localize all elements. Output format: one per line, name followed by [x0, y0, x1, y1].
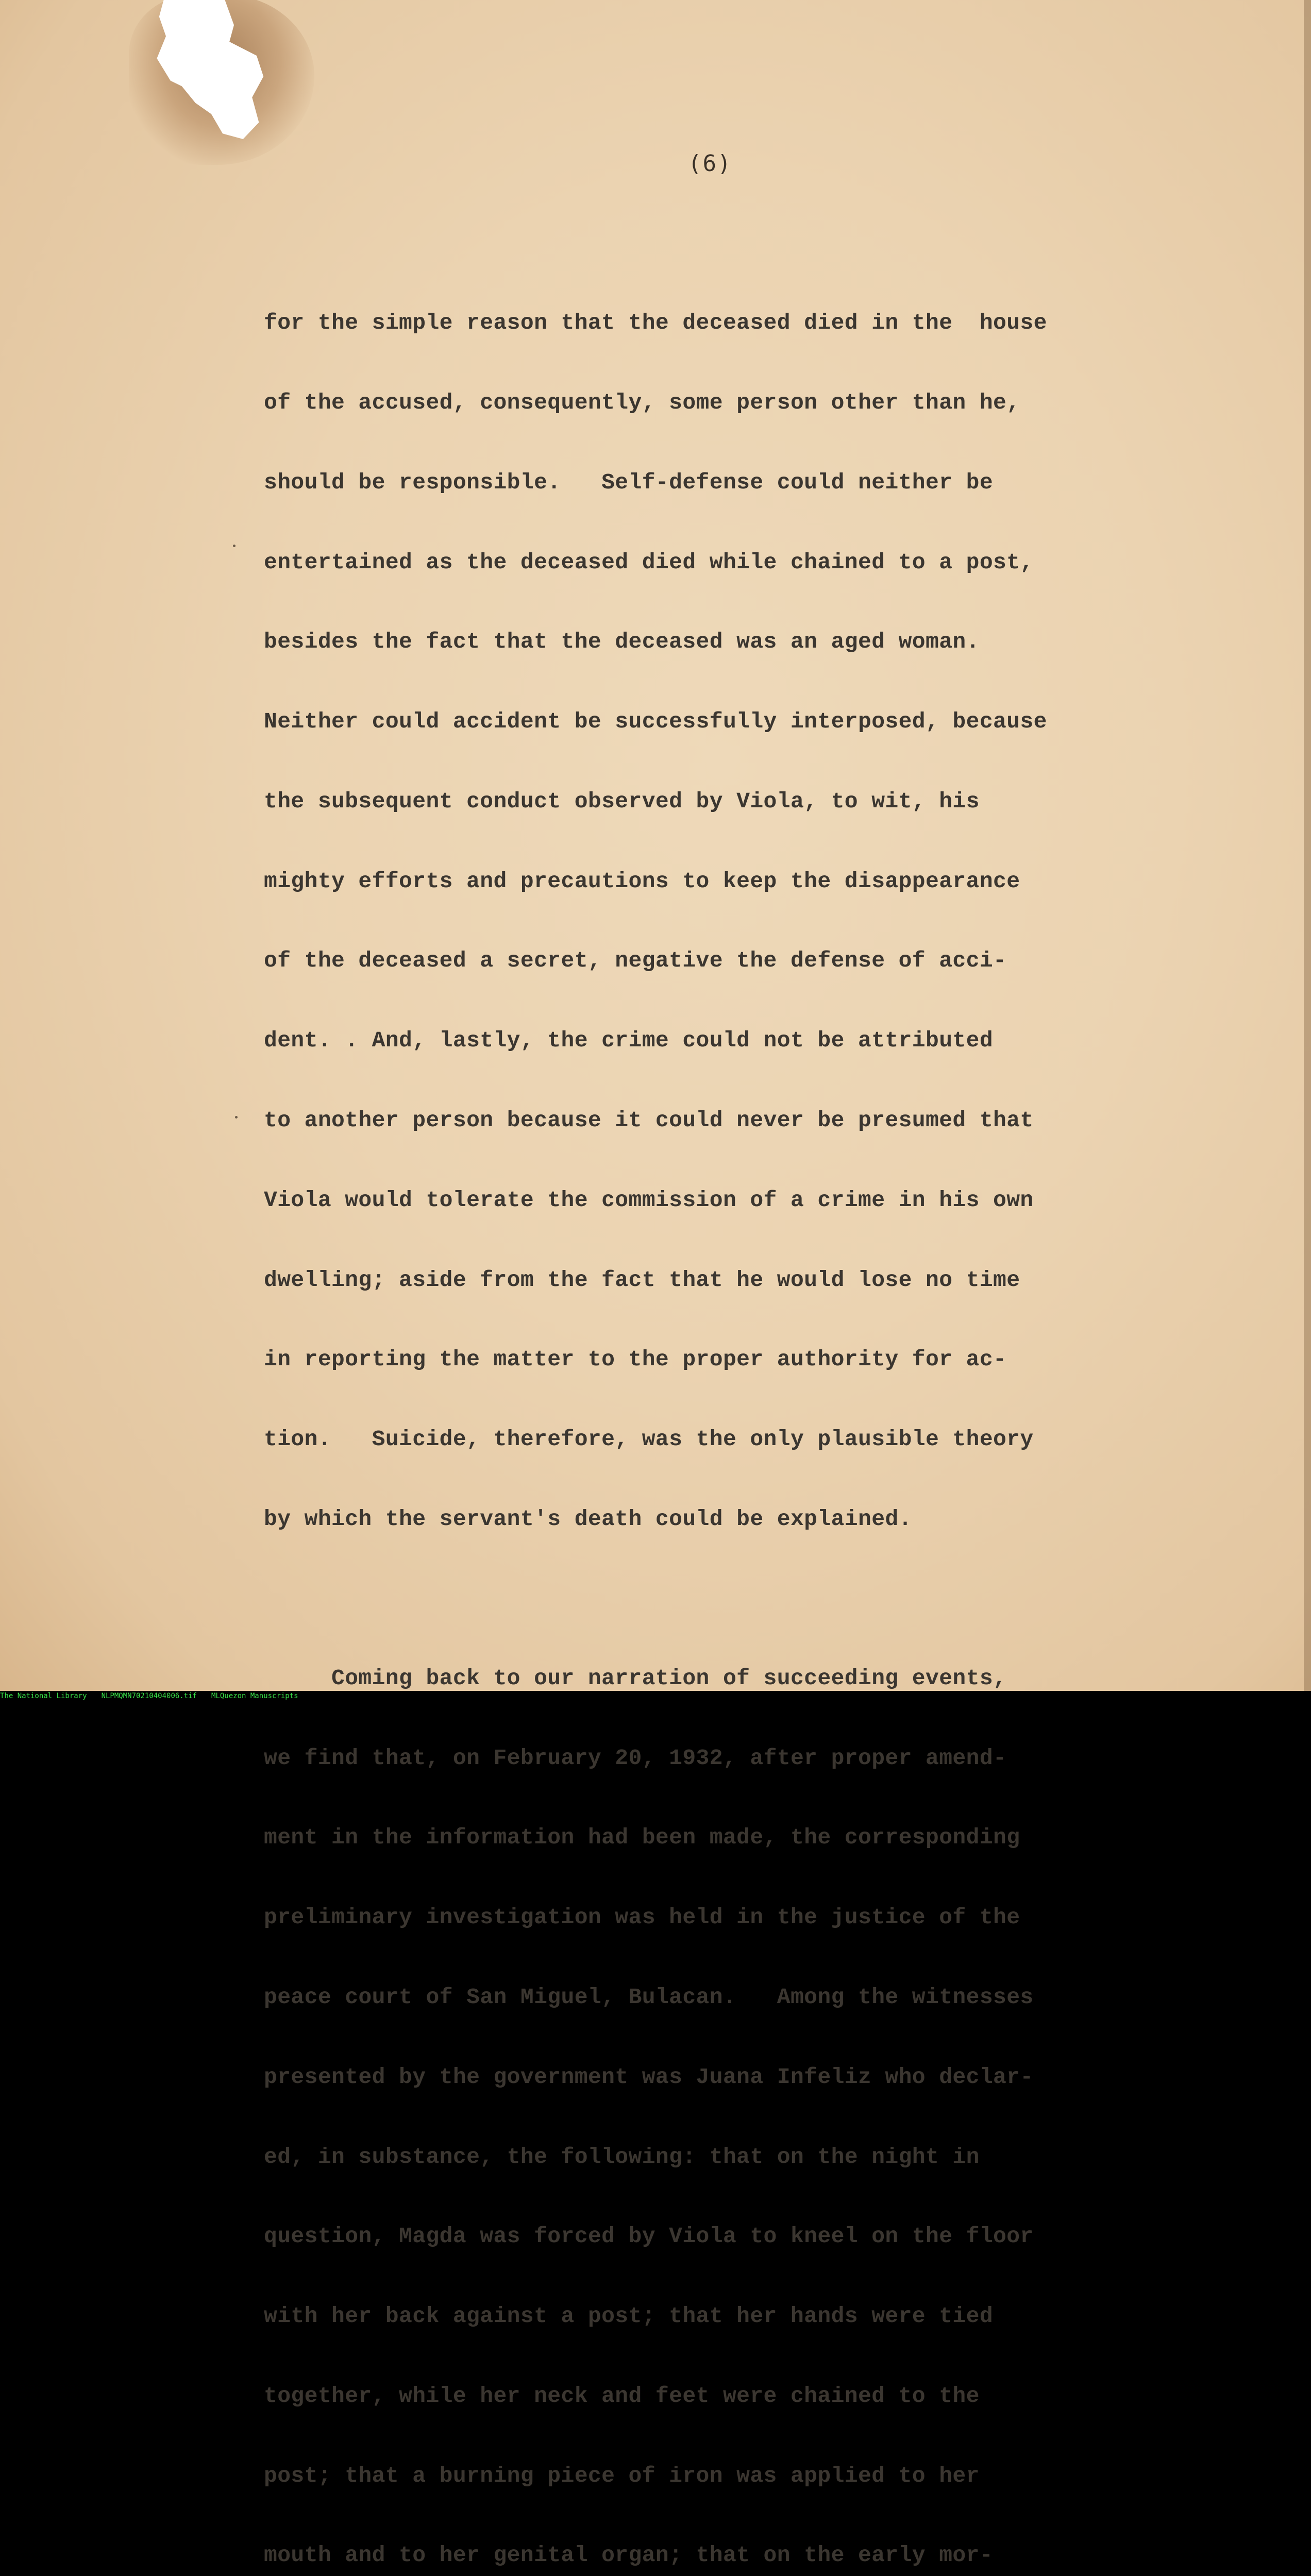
paper-speck [235, 1116, 238, 1118]
text-line: besides the fact that the deceased was an aged woman. [264, 629, 980, 655]
body-text [264, 257, 1171, 2576]
text-line: Coming back to our narration of succeeding events, [264, 1665, 1007, 1691]
paragraph-1 [264, 257, 1171, 1586]
text-line: Viola would tolerate the commission of a crime in his own [264, 1187, 1034, 1213]
text-line: ment in the information had been made, the corresponding [264, 1825, 1020, 1851]
text-line: for the simple reason that the deceased died in the house [264, 310, 1047, 336]
paragraph-2 [264, 1612, 1171, 2576]
text-line: post; that a burning piece of iron was applied to her [264, 2463, 980, 2488]
text-line: mouth and to her genital organ; that on the early mor- [264, 2543, 994, 2568]
text-line: the subsequent conduct observed by Viola, to wit, his [264, 788, 980, 814]
text-line: to another person because it could never be presumed that [264, 1108, 1034, 1133]
footer-collection: MLQuezon Manuscripts [211, 1692, 298, 1700]
text-line: question, Magda was forced by Viola to kneel on the floor [264, 2224, 1034, 2249]
text-line: together, while her neck and feet were chained to the [264, 2383, 980, 2409]
scan-footer [0, 1691, 1311, 1702]
text-line: preliminary investigation was held in the justice of the [264, 1905, 1020, 1930]
text-line: we find that, on February 20, 1932, after proper amend- [264, 1745, 1007, 1771]
page-number: (6) [688, 150, 732, 177]
text-line: entertained as the deceased died while chained to a post, [264, 549, 1034, 575]
text-line: with her back against a post; that her hands were tied [264, 2303, 994, 2329]
footer-file: NLPMQMN70210404006.tif [101, 1692, 197, 1700]
text-line: should be responsible. Self-defense could neither be [264, 469, 994, 495]
text-line: dent. . And, lastly, the crime could not be attributed [264, 1028, 994, 1054]
footer-library: The National Library [0, 1692, 87, 1700]
text-line: mighty efforts and precautions to keep the disappearance [264, 868, 1020, 894]
text-line: peace court of San Miguel, Bulacan. Among the witnesses [264, 1985, 1034, 2010]
text-line: presented by the government was Juana Infeliz who declar- [264, 2064, 1034, 2090]
page-edge [1304, 0, 1311, 1691]
text-line: Neither could accident be successfully interposed, because [264, 709, 1047, 735]
text-line: ed, in substance, the following: that on the night in [264, 2144, 980, 2170]
text-line: of the accused, consequently, some person other than he, [264, 389, 1020, 415]
text-line: tion. Suicide, therefore, was the only plausible theory [264, 1427, 1034, 1452]
text-line: dwelling; aside from the fact that he would lose no time [264, 1267, 1020, 1293]
text-line: of the deceased a secret, negative the defense of acci- [264, 948, 1007, 974]
text-line: by which the servant's death could be explained. [264, 1506, 912, 1532]
paper-speck [233, 545, 236, 547]
text-line: in reporting the matter to the proper authority for ac- [264, 1347, 1007, 1372]
